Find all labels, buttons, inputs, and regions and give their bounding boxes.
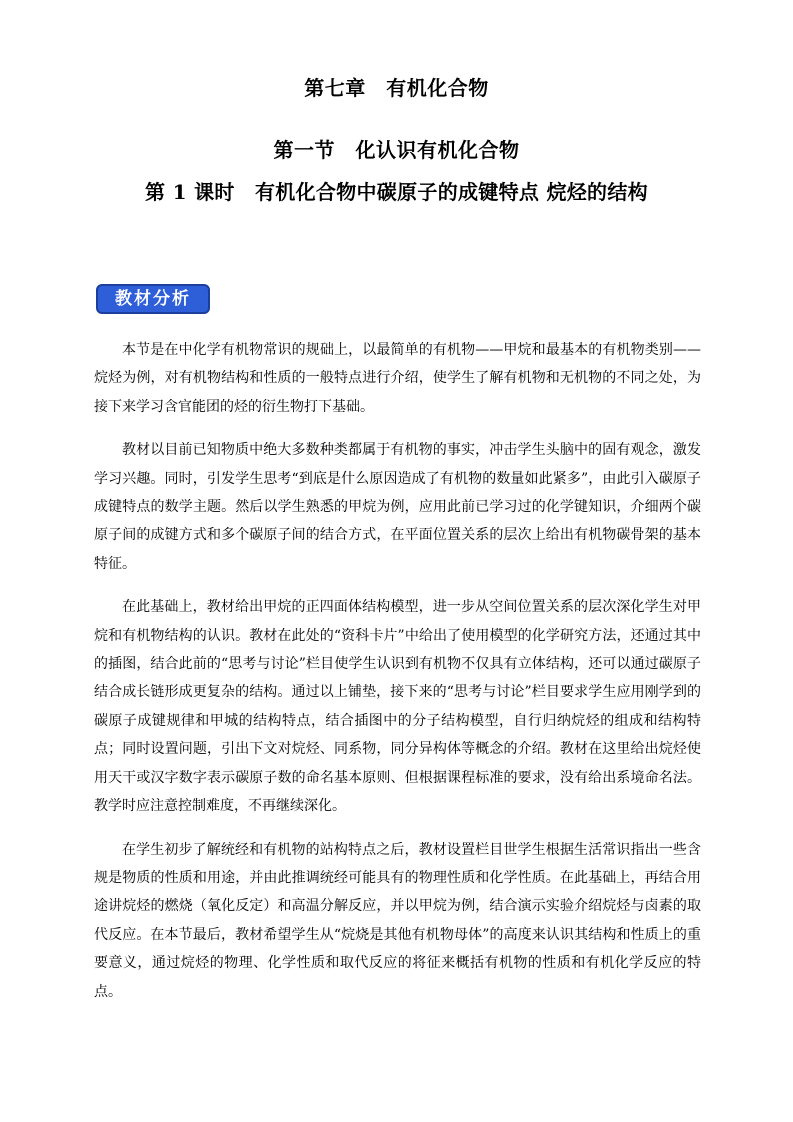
chapter-title: 第七章 有机化合物	[304, 76, 489, 100]
paragraph: 在此基础上，教材给出甲烷的正四面体结构模型，进一步从空间位置关系的层次深化学生对甲烷和有机物结构的认识。教材在此处的“资科卡片”中给出了使用模型的化学研究方法，还通过其中的插图，结合此前的“思考与讨论”栏目使学生认识到有机物不仅具有立体结构，还可以通过碳原子结合成长链形成更复杂的结构。通过以上铺垫，接下来的“思考与讨论”栏目要求学生应用刚学到的碳原子成键规律和甲城的结构特点，结合插图中的分子结构模型，自行归纳烷烃的组成和结构特点；同时设置问题，引出下文对烷烃、同系物，同分异构体等概念的介绍。教材在这里给出烷烃使用天干或汉字数字表示碳原子数的命名基本原则、但根据课程标准的要求，没有给出系境命名法。教学时应注意控制难度，不再继续深化。	[94, 599, 701, 815]
textbook-analysis-badge: 教材分析	[96, 284, 210, 314]
analysis-body	[94, 336, 701, 1021]
paragraph: 本节是在中化学有机物常识的规础上，以最简单的有机物——甲烷和最基本的有机物类别——烷烃为例，对有机物结构和性质的一般特点进行介绍，使学生了解有机物和无机物的不同之处，为接下来学习含官能团的烃的衍生物打下基础。	[94, 342, 701, 415]
section-title: 第一节 化认识有机化合物	[273, 138, 520, 162]
lesson-title: 第 1 课时 有机化合物中碳原子的成键特点 烷烃的结构	[145, 180, 648, 204]
paragraph: 教材以目前已知物质中绝大多数种类都属于有机物的事实，冲击学生头脑中的固有观念，激发学习兴趣。同时，引发学生思考“到底是什么原因造成了有机物的数量如此紧多”，由此引入碳原子成键特点的数学主题。然后以学生熟悉的甲烷为例，应用此前已学习过的化学键知识，介细两个碳原子间的成键方式和多个碳原子间的结合方式，在平面位置关系的层次上给出有机物碳骨架的基本特征。	[94, 442, 701, 572]
paragraph: 在学生初步了解统经和有机物的站构特点之后，教材设置栏目世学生根据生活常识指出一些含规是物质的性质和用途，并由此推调统经可能具有的物理性质和化学性质。在此基础上，再结合用途讲烷烃的燃烧（氧化反定）和高温分解反应，并以甲烷为例，结合演示实验介绍烷烃与卤素的取代反应。在本节最后，教材希望学生从“烷烧是其他有机物母体”的高度来认识其结构和性质上的重要意义，通过烷烃的物理、化学性质和取代反应的将征来概括有机物的性质和有机化学反应的特点。	[94, 841, 701, 1000]
